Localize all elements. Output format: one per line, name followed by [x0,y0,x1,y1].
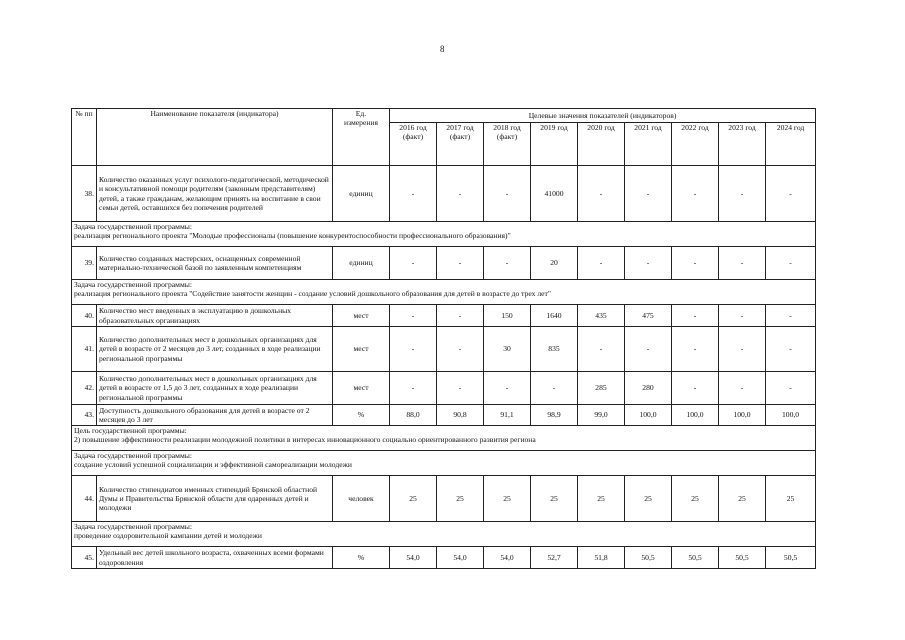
value-cell: 50,5 [625,547,672,569]
value-cell: - [390,166,437,222]
row-number: 39. [72,247,97,280]
row-number: 40. [72,305,97,327]
value-cell: 30 [484,327,531,372]
value-cell: - [672,166,719,222]
value-cell: 100,0 [766,405,816,426]
value-cell: - [578,166,625,222]
indicator-unit: единиц [333,247,390,280]
value-cell: - [672,327,719,372]
value-cell: 25 [766,476,816,522]
value-cell: 100,0 [719,405,766,426]
value-cell: 91,1 [484,405,531,426]
header-year: 2023 год [719,123,766,166]
header-year: 2022 год [672,123,719,166]
value-cell: 50,5 [766,547,816,569]
table-row [72,166,816,222]
indicator-unit: % [333,405,390,426]
indicator-name: Количество мест введенных в эксплуатацию в дошкольных образовательных организациях [97,305,333,327]
value-cell: - [766,327,816,372]
value-cell: - [672,305,719,327]
value-cell: 835 [531,327,578,372]
value-cell: - [578,327,625,372]
value-cell: - [390,372,437,405]
value-cell: - [390,327,437,372]
value-cell: 100,0 [625,405,672,426]
indicator-unit: человек [333,476,390,522]
value-cell: - [437,247,484,280]
value-cell: - [390,247,437,280]
header-unit-line1: Ед. [355,109,367,118]
value-cell: 25 [531,476,578,522]
value-cell: 435 [578,305,625,327]
table-row [72,305,816,327]
header-year: 2018 год (факт) [484,123,531,166]
value-cell: 25 [578,476,625,522]
indicator-unit: мест [333,305,390,327]
value-cell: - [437,305,484,327]
row-number: 42. [72,372,97,405]
indicator-name: Количество оказанных услуг психолого-педагогической, методической и консультативной помощи родителям (законным представителям) детей, а также гражданам, желающим принять на воспитание в свои семьи детей, оставшихся без попечения родителей [97,166,333,222]
indicators-table [71,108,816,569]
value-cell: 25 [484,476,531,522]
table-row [72,547,816,569]
table-row [72,372,816,405]
value-cell: 150 [484,305,531,327]
header-unit-line2: измерения [344,118,378,128]
section-task: Задача государственной программы: реализация регионального проекта "Содействие занятости женщин - создание условий дошкольного образования для детей в возрасте до трех лет" [72,280,816,305]
indicator-name: Доступность дошкольного образования для детей в возрасте от 2 месяцев до 3 лет [97,405,333,426]
value-cell: 25 [437,476,484,522]
value-cell: - [531,372,578,405]
indicator-unit: мест [333,372,390,405]
value-cell: 54,0 [437,547,484,569]
table-row [72,327,816,372]
header-unit [333,109,390,166]
value-cell: 88,0 [390,405,437,426]
table-row [72,476,816,522]
value-cell: 54,0 [484,547,531,569]
section-row [72,426,816,451]
value-cell: 41000 [531,166,578,222]
value-cell: - [484,247,531,280]
indicator-unit: единиц [333,166,390,222]
value-cell: 51,8 [578,547,625,569]
value-cell: - [437,372,484,405]
header-year: 2016 год (факт) [390,123,437,166]
header-year: 2017 год (факт) [437,123,484,166]
indicator-name: Количество дополнительных мест в дошкольных организациях для детей в возрасте от 1,5 до 3 лет, созданных в ходе реализации региональной программы [97,372,333,405]
row-number: 44. [72,476,97,522]
value-cell: - [719,247,766,280]
section-row [72,522,816,547]
value-cell: 280 [625,372,672,405]
row-number: 38. [72,166,97,222]
row-number: 45. [72,547,97,569]
row-number: 43. [72,405,97,426]
value-cell: 54,0 [390,547,437,569]
value-cell: - [625,327,672,372]
section-goal: Цель государственной программы: 2) повышение эффективности реализации молодежной политики в интересах инновационного социально ориентированного развития региона [72,426,816,451]
value-cell: - [766,247,816,280]
value-cell: - [390,305,437,327]
value-cell: - [719,372,766,405]
value-cell: - [578,247,625,280]
value-cell: 50,5 [719,547,766,569]
row-number: 41. [72,327,97,372]
value-cell: - [766,166,816,222]
indicator-name: Количество созданных мастерских, оснащенных современной материально-технической базой по заявленным компетенциям [97,247,333,280]
section-task: Задача государственной программы: создание условий успешной социализации и эффективной самореализации молодежи [72,451,816,476]
value-cell: 25 [719,476,766,522]
value-cell: - [484,166,531,222]
table-row [72,405,816,426]
table-row [72,247,816,280]
header-year: 2021 год [625,123,672,166]
section-row [72,222,816,247]
section-row [72,280,816,305]
value-cell: 25 [625,476,672,522]
value-cell: 285 [578,372,625,405]
value-cell: - [672,372,719,405]
section-task: Задача государственной программы: реализация регионального проекта "Молодые профессионалы (повышение конкурентоспособности профессионального образования)" [72,222,816,247]
header-indicator-name: Наименование показателя (индикатора) [97,109,333,166]
value-cell: 98,9 [531,405,578,426]
value-cell: 99,0 [578,405,625,426]
section-task: Задача государственной программы: проведение оздоровительной кампании детей и молодежи [72,522,816,547]
value-cell: 52,7 [531,547,578,569]
header-year: 2019 год [531,123,578,166]
value-cell: - [625,166,672,222]
value-cell: 20 [531,247,578,280]
indicator-unit: % [333,547,390,569]
value-cell: - [766,305,816,327]
value-cell: 475 [625,305,672,327]
value-cell: - [719,305,766,327]
section-row [72,451,816,476]
value-cell: - [437,166,484,222]
header-num: № пп [72,109,97,166]
value-cell: 1640 [531,305,578,327]
indicator-unit: мест [333,327,390,372]
value-cell: 50,5 [672,547,719,569]
value-cell: 25 [390,476,437,522]
header-year: 2024 год [766,123,816,166]
indicator-name: Удельный вес детей школьного возраста, охваченных всеми формами оздоровления [97,547,333,569]
value-cell: - [437,327,484,372]
value-cell: - [672,247,719,280]
page-number: 8 [440,44,445,54]
value-cell: 25 [672,476,719,522]
indicator-name: Количество стипендиатов именных стипендий Брянской областной Думы и Правительства Брянской области для одаренных детей и молодежи [97,476,333,522]
value-cell: - [719,327,766,372]
value-cell: - [719,166,766,222]
value-cell: - [484,372,531,405]
table-header-row [72,109,816,123]
indicator-name: Количество дополнительных мест в дошкольных организациях для детей в возрасте от 2 месяцев до 3 лет, созданных в ходе реализации региональной программы [97,327,333,372]
value-cell: - [625,247,672,280]
header-target-values: Целевые значения показателей (индикаторов) [390,109,816,123]
value-cell: 100,0 [672,405,719,426]
value-cell: 90,8 [437,405,484,426]
value-cell: - [766,372,816,405]
header-year: 2020 год [578,123,625,166]
